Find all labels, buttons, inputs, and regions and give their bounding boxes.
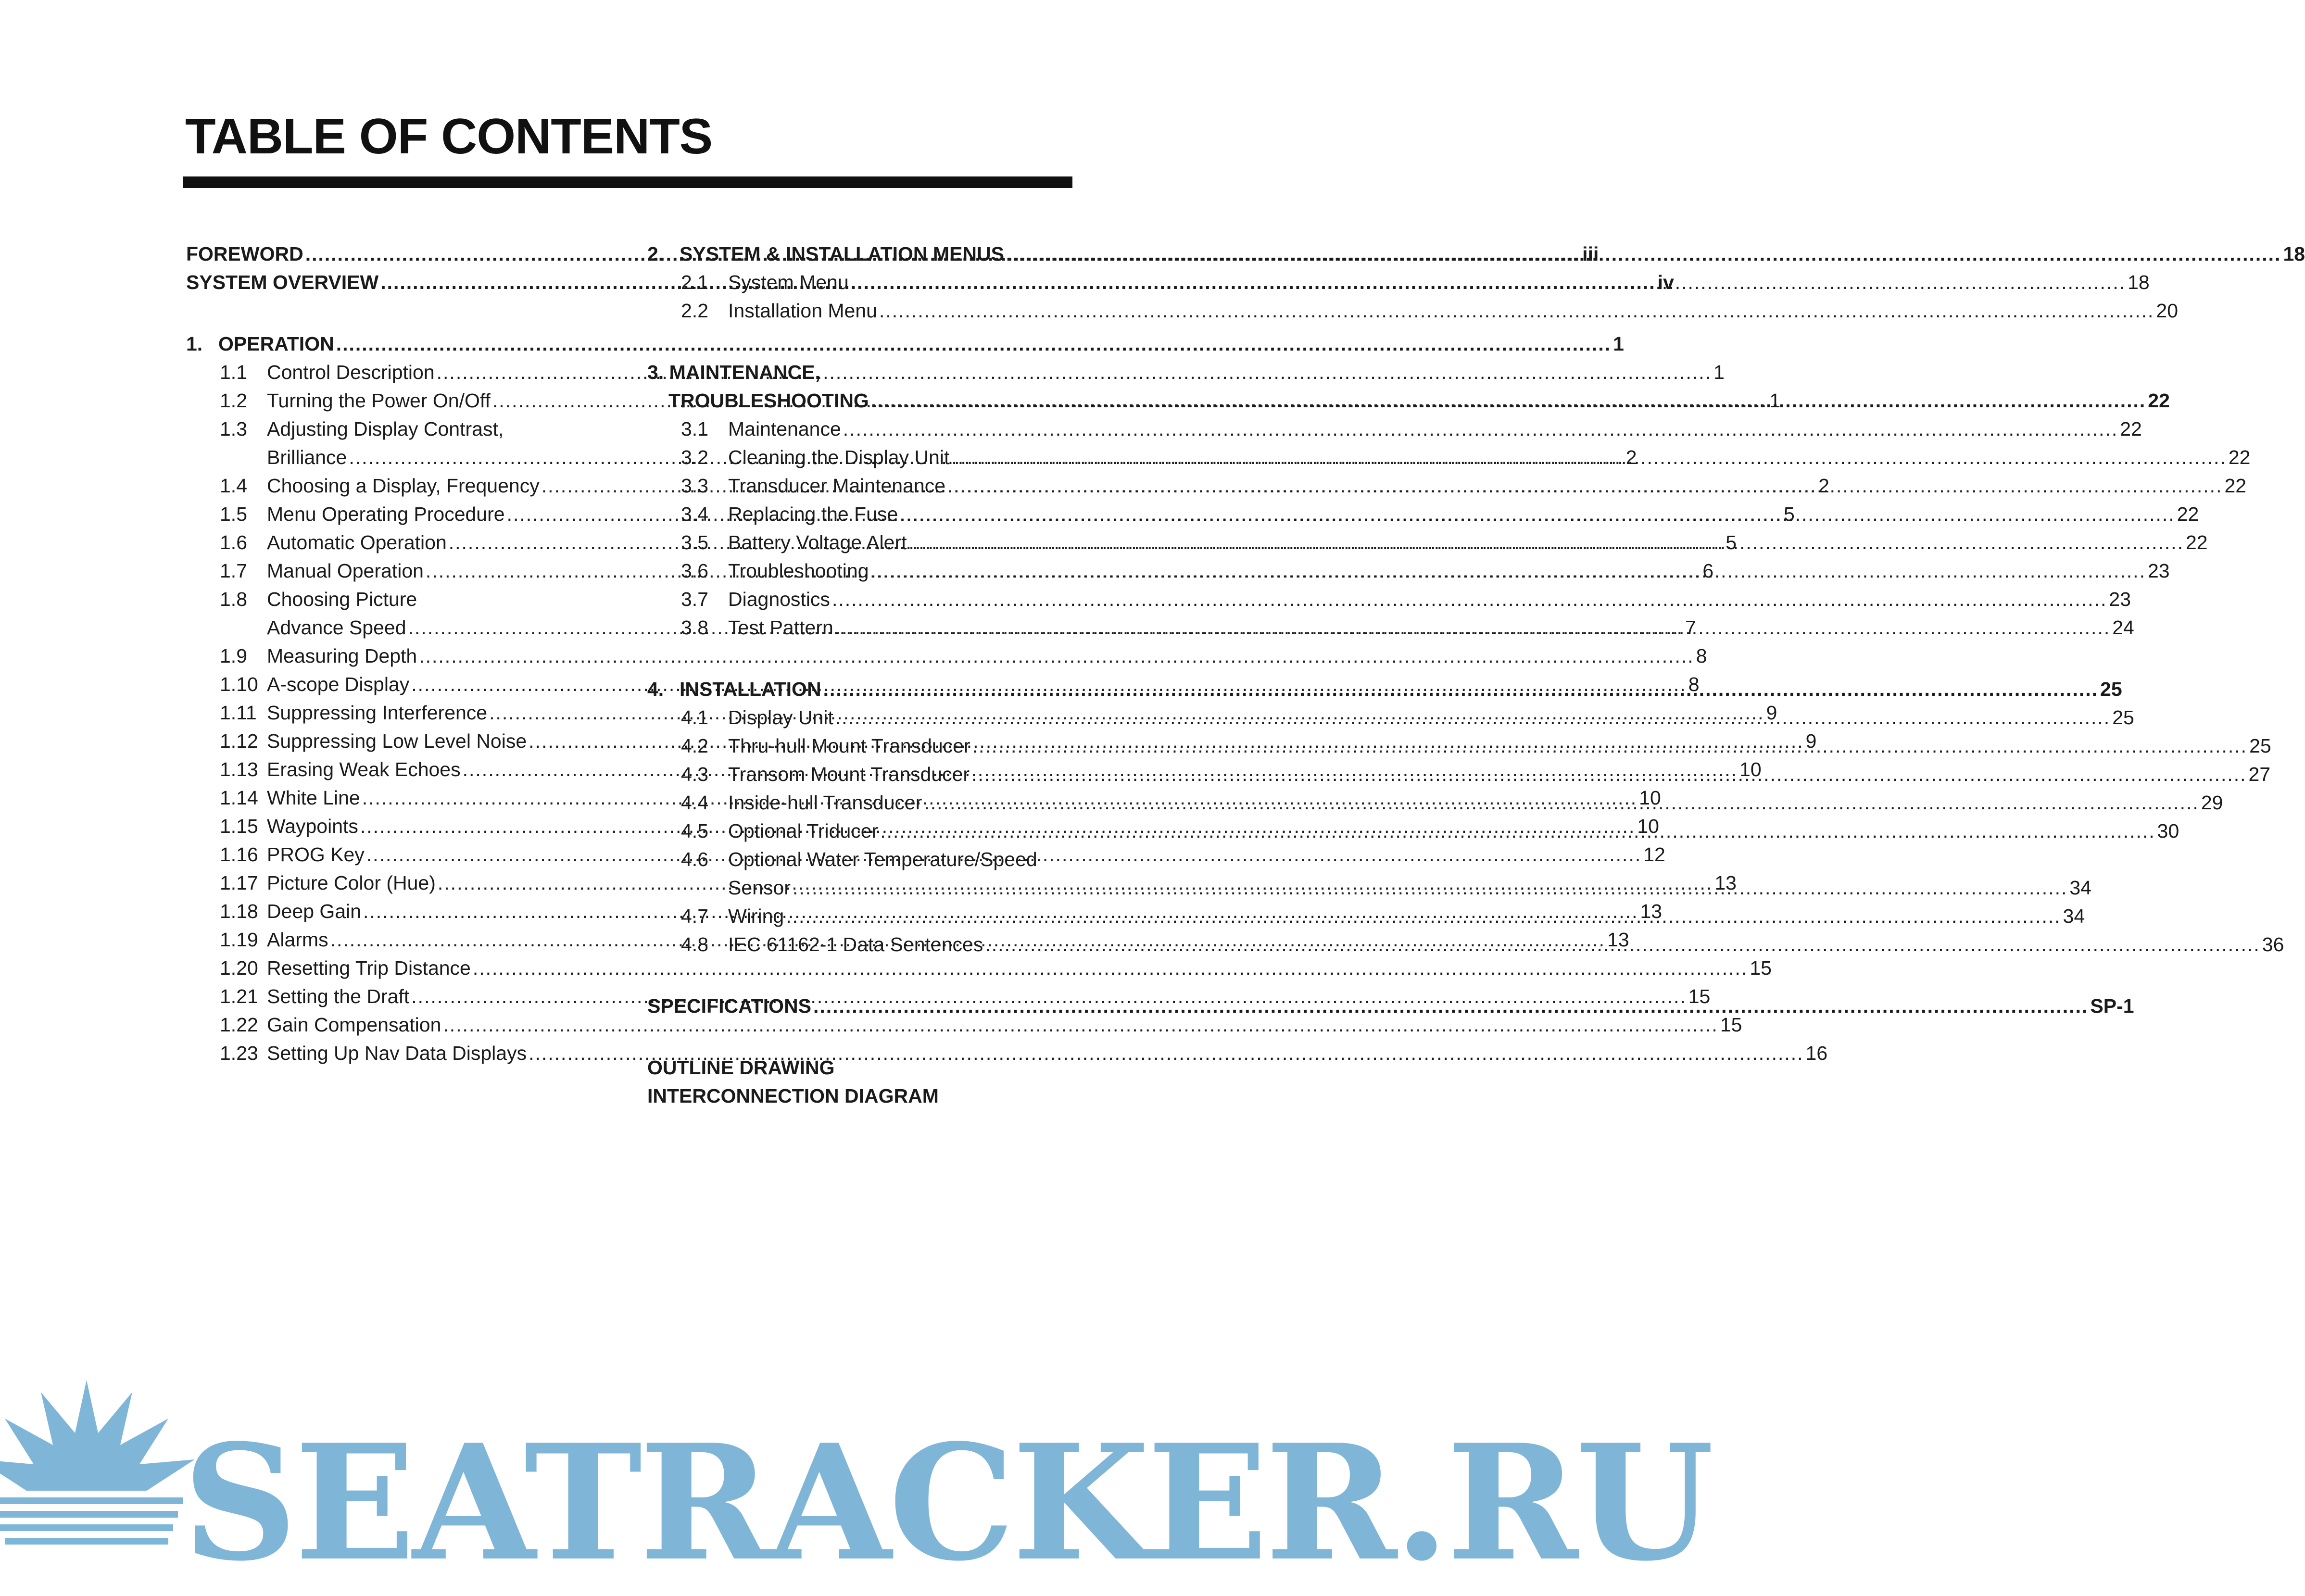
toc-page-number: 25: [2100, 678, 2122, 700]
section-title-continued: Sensor: [728, 877, 791, 899]
section-number: 4.3: [681, 763, 708, 785]
dot-leader: [835, 614, 2110, 642]
toc-page-number: 8: [1696, 645, 1707, 667]
section-number: 1.6: [220, 531, 247, 553]
toc-item-3-5[interactable]: [647, 528, 2208, 557]
toc-chapter-operation[interactable]: [186, 330, 1624, 358]
dot-leader: [879, 297, 2154, 325]
section-title: Turning the Power On/Off: [267, 390, 491, 412]
section-title: Suppressing Low Level Noise: [267, 730, 527, 752]
toc-page-number: 12: [1643, 843, 1665, 866]
toc-item-2-2[interactable]: [647, 297, 2179, 325]
toc-chapter-maintenance-line2[interactable]: [647, 387, 2170, 415]
section-number: 1.7: [220, 560, 247, 582]
toc-page-number: 22: [2228, 446, 2251, 468]
toc-page-number: 7: [1685, 616, 1696, 639]
chapter-number: 2.: [647, 243, 664, 265]
toc-page-number: 34: [2063, 905, 2085, 927]
section-title: Optional Triducer: [728, 820, 879, 842]
section-title: Maintenance: [728, 418, 841, 440]
toc-page-number: 5: [1726, 531, 1737, 553]
dot-leader: [835, 704, 2110, 732]
section-number: 1.15: [220, 815, 258, 837]
section-title: PROG Key: [267, 843, 365, 866]
section-title: Waypoints: [267, 815, 358, 837]
section-number: 1.23: [220, 1042, 258, 1064]
chapter-number: 4.: [647, 678, 664, 700]
section-number: 1.4: [220, 475, 247, 497]
section-number: 2.2: [681, 300, 708, 322]
toc-page-number: 29: [2201, 792, 2223, 814]
section-number: 3.2: [681, 446, 708, 468]
toc-page-number: 13: [1640, 900, 1663, 922]
dot-leader: [972, 732, 2247, 760]
toc-page-number: 23: [2109, 588, 2131, 610]
toc-item-3-6[interactable]: [647, 557, 2170, 585]
toc-page-number: 24: [2112, 616, 2134, 639]
section-number: 1.2: [220, 390, 247, 412]
toc-item-3-4[interactable]: [647, 500, 2199, 528]
section-number: 1.19: [220, 929, 258, 951]
section-title: Cleaning the Display Unit: [728, 446, 950, 468]
dot-leader: [900, 500, 2175, 528]
dot-leader: [851, 268, 2126, 297]
section-title: Measuring Depth: [267, 645, 417, 667]
page-title: TABLE OF CONTENTS: [185, 109, 713, 164]
section-number: 1.8: [220, 588, 247, 610]
toc-page-number: 10: [1639, 787, 1661, 809]
toc-page-number: 20: [2156, 300, 2179, 322]
toc-page-number: 18: [2128, 271, 2150, 293]
dot-leader: [823, 675, 2098, 704]
toc-page-number: 9: [1766, 702, 1777, 724]
section-number: 4.5: [681, 820, 708, 842]
section-title: Menu Operating Procedure: [267, 503, 505, 525]
section-number: 3.1: [681, 418, 708, 440]
toc-page-number: 10: [1637, 815, 1659, 837]
section-number: 3.5: [681, 531, 708, 553]
dot-leader: [947, 472, 2222, 500]
section-title: Test Pattern: [728, 616, 833, 639]
section-number: 4.6: [681, 848, 708, 870]
toc-item-4-2[interactable]: [647, 732, 2271, 760]
dot-leader: [871, 557, 2146, 585]
toc-page-number: 15: [1720, 1014, 1742, 1036]
section-title: Setting Up Nav Data Displays: [267, 1042, 527, 1064]
section-number: 1.22: [220, 1014, 258, 1036]
toc-item-1-3[interactable]: [186, 415, 615, 443]
section-title-continued: Brilliance: [267, 446, 347, 468]
section-title: Gain Compensation: [267, 1014, 441, 1036]
toc-page-number: 25: [2249, 735, 2271, 757]
section-title: Wiring: [728, 905, 784, 927]
dot-leader: [1006, 240, 2281, 268]
toc-page-number: 36: [2262, 933, 2284, 955]
section-number: 1.10: [220, 673, 258, 695]
toc-item-3-7[interactable]: [647, 585, 2131, 614]
dot-leader: [951, 443, 2226, 472]
toc-item-4-1[interactable]: [647, 704, 2134, 732]
toc-page-number: 23: [2147, 560, 2170, 582]
section-number: 3.7: [681, 588, 708, 610]
section-title: A-scope Display: [267, 673, 410, 695]
section-number: 4.4: [681, 792, 708, 814]
toc-page-number: 5: [1784, 503, 1795, 525]
toc-page-number: 8: [1688, 673, 1700, 695]
section-title: Adjusting Display Contrast,: [267, 418, 504, 440]
section-title: Choosing Picture: [267, 588, 417, 610]
section-number: 4.7: [681, 905, 708, 927]
dot-leader: [786, 902, 2061, 930]
section-number: 1.11: [220, 702, 257, 724]
section-title: Optional Water Temperature/Speed: [728, 848, 1037, 870]
toc-page-number: 13: [1714, 872, 1737, 894]
toc-page-number: 1: [1613, 333, 1624, 355]
toc-page-number: SP-1: [2090, 995, 2134, 1017]
toc-entry-title: SYSTEM OVERVIEW: [186, 271, 379, 293]
toc-entry-outline-drawing[interactable]: OUTLINE DRAWING: [647, 1056, 835, 1079]
section-number: 1.16: [220, 843, 258, 866]
toc-item-1-9[interactable]: [186, 642, 1707, 670]
toc-page-number: 1: [1713, 361, 1725, 383]
section-title: Choosing a Display, Frequency: [267, 475, 540, 497]
toc-page-number: 34: [2069, 877, 2091, 899]
toc-page-number: iii: [1582, 243, 1599, 265]
chapter-title: SYSTEM & INSTALLATION MENUS: [680, 243, 1004, 265]
section-number: 3.8: [681, 616, 708, 639]
toc-page-number: 22: [2148, 390, 2170, 412]
section-number: 1.20: [220, 957, 258, 979]
chapter-title: OPERATION: [218, 333, 334, 355]
chapter-title: TROUBLESHOOTING: [668, 390, 869, 412]
toc-page-number: 27: [2248, 763, 2271, 785]
section-number: 1.12: [220, 730, 258, 752]
toc-item-3-8[interactable]: [647, 614, 2134, 642]
section-number: 3.3: [681, 475, 708, 497]
toc-page-number: 22: [2185, 531, 2208, 553]
section-number: 1.9: [220, 645, 247, 667]
dot-leader: [985, 930, 2260, 959]
watermark-text: SEATRACKER.RU: [183, 1409, 1711, 1596]
section-title: Alarms: [267, 929, 328, 951]
dot-leader: [880, 817, 2155, 845]
toc-entry-title: FOREWORD: [186, 243, 303, 265]
section-title: Erasing Weak Echoes: [267, 758, 461, 780]
toc-page-number: iv: [1657, 271, 1674, 293]
section-title: Resetting Trip Distance: [267, 957, 471, 979]
section-title: Battery Voltage Alert: [728, 531, 907, 553]
section-number: 2.1: [681, 271, 708, 293]
toc-page-number: 9: [1805, 730, 1817, 752]
section-number: 1.13: [220, 758, 258, 780]
toc-page-number: 2: [1818, 475, 1829, 497]
section-number: 4.8: [681, 933, 708, 955]
toc-page-number: 22: [2120, 418, 2142, 440]
dot-leader: [843, 415, 2118, 443]
section-title: Transducer Maintenance: [728, 475, 946, 497]
section-title: Display Unit: [728, 706, 833, 729]
section-title: White Line: [267, 787, 360, 809]
dot-leader: [813, 992, 2088, 1020]
section-number: 4.1: [681, 706, 708, 729]
section-title: Troubleshooting: [728, 560, 869, 582]
section-number: 1.1: [220, 361, 247, 383]
dot-leader: [971, 760, 2246, 789]
section-number: 4.2: [681, 735, 708, 757]
toc-page-number: 13: [1607, 929, 1629, 951]
section-number: 1.18: [220, 900, 258, 922]
section-title: Installation Menu: [728, 300, 877, 322]
toc-page-number: 15: [1750, 957, 1772, 979]
section-title: Manual Operation: [267, 560, 424, 582]
dot-leader: [871, 387, 2146, 415]
section-title: IEC 61162-1 Data Sentences: [728, 933, 983, 955]
toc-item-4-6[interactable]: [647, 845, 1076, 874]
toc-page-number: 6: [1702, 560, 1714, 582]
section-number: 1.5: [220, 503, 247, 525]
section-title: Automatic Operation: [267, 531, 447, 553]
section-number: 1.17: [220, 872, 258, 894]
section-number: 1.3: [220, 418, 247, 440]
toc-page-number: 22: [2177, 503, 2199, 525]
toc-page-number: 30: [2157, 820, 2179, 842]
section-number: 1.21: [220, 985, 258, 1007]
dot-leader: [909, 528, 2184, 557]
toc-item-3-1[interactable]: [647, 415, 2142, 443]
dot-leader: [832, 585, 2107, 614]
toc-page-number: 22: [2224, 475, 2247, 497]
toc-page-number: 16: [1805, 1042, 1828, 1064]
section-title: Replacing the Fuse: [728, 503, 898, 525]
section-title: Suppressing Interference: [267, 702, 488, 724]
sun-icon: [0, 1380, 212, 1587]
toc-page-number: 18: [2283, 243, 2305, 265]
section-title: Inside-hull Transducer: [728, 792, 922, 814]
dot-leader: [793, 874, 2067, 902]
toc-page-number: 10: [1739, 758, 1762, 780]
toc-item-1-22[interactable]: [186, 1011, 1742, 1039]
toc-chapter-maintenance-line1[interactable]: [647, 358, 1076, 387]
section-title: Picture Color (Hue): [267, 872, 436, 894]
title-rule: [183, 176, 1072, 188]
section-title: Setting the Draft: [267, 985, 410, 1007]
toc-entry-title: SPECIFICATIONS: [647, 995, 811, 1017]
section-number: 3.6: [681, 560, 708, 582]
toc-item-1-8[interactable]: [186, 585, 615, 614]
toc-maintenance-items: [647, 415, 2251, 642]
chapter-number: 1.: [186, 333, 203, 355]
section-title: Thru-hull Mount Transducer: [728, 735, 970, 757]
toc-page-number: 1: [1769, 390, 1781, 412]
section-number: 3.4: [681, 503, 708, 525]
toc-item-1-20[interactable]: [186, 954, 1772, 982]
toc-page-number: 2: [1625, 446, 1637, 468]
section-title: Deep Gain: [267, 900, 362, 922]
toc-entry-interconnection-diagram[interactable]: INTERCONNECTION DIAGRAM: [647, 1085, 939, 1107]
section-title: System Menu: [728, 271, 849, 293]
chapter-title: INSTALLATION: [680, 678, 821, 700]
section-title: Diagnostics: [728, 588, 830, 610]
toc-page-number: 25: [2112, 706, 2134, 729]
toc-page-number: 15: [1688, 985, 1711, 1007]
dot-leader: [924, 789, 2199, 817]
chapter-title: 3. MAINTENANCE,: [647, 361, 820, 383]
section-title-continued: Advance Speed: [267, 616, 406, 639]
section-title: Transom Mount Transducer: [728, 763, 970, 785]
section-title: Control Description: [267, 361, 435, 383]
toc-item-3-3[interactable]: [647, 472, 2247, 500]
toc-chapter-installation[interactable]: [647, 675, 2122, 704]
section-number: 1.14: [220, 787, 258, 809]
toc-item-3-2[interactable]: [647, 443, 2251, 472]
